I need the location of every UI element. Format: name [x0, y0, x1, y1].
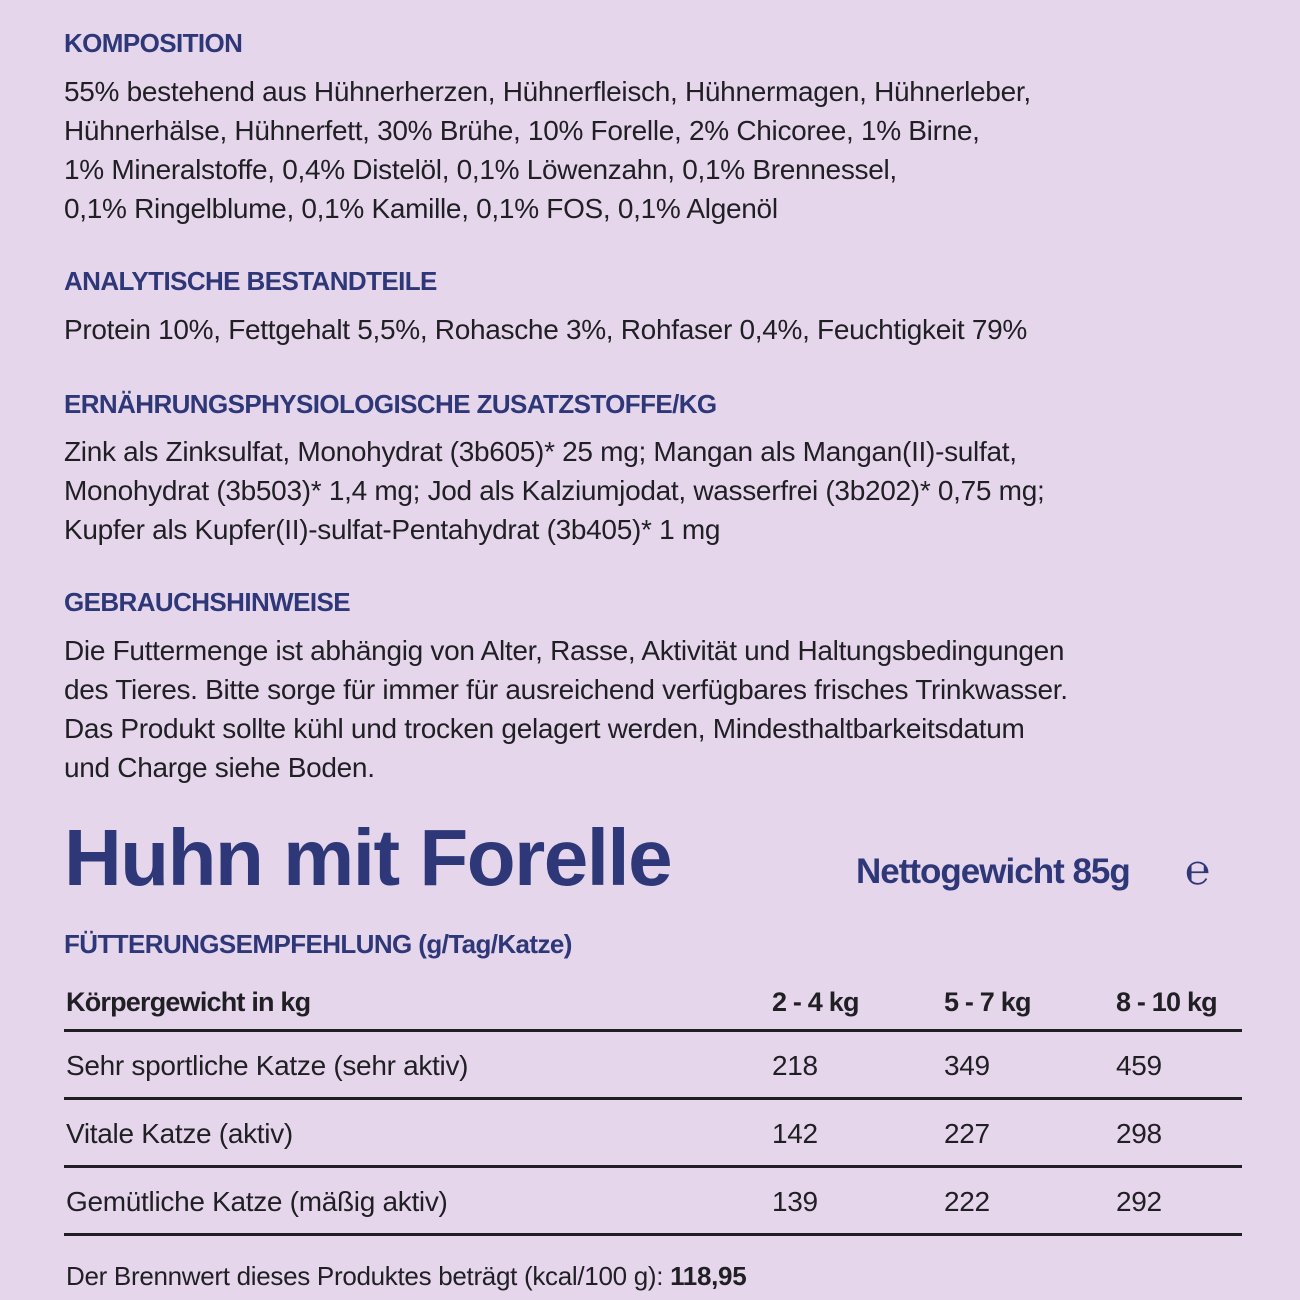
- additives-line: Zink als Zinksulfat, Monohydrat (3b605)* 25 mg; Mangan als Mangan(II)-sulfat,: [64, 436, 1017, 467]
- usage-line: Die Futtermenge ist abhängig von Alter, Rasse, Aktivität und Haltungsbedingungen: [64, 635, 1065, 666]
- energy-value: 118,95: [670, 1261, 747, 1291]
- column-header: Körpergewicht in kg: [66, 987, 311, 1017]
- net-weight: Nettogewicht 85g: [856, 852, 1130, 891]
- energy-label: Der Brennwert dieses Produktes beträgt (kcal/100 g):: [66, 1261, 664, 1291]
- composition-text: [64, 72, 1244, 228]
- additives-line: Kupfer als Kupfer(II)-sulfat-Pentahydrat (3b405)* 1 mg: [64, 514, 721, 545]
- table-cell: 218: [772, 1050, 818, 1081]
- product-title: Huhn mit Forelle: [64, 813, 672, 902]
- analytical-line: Protein 10%, Fettgehalt 5,5%, Rohasche 3%, Rohfaser 0,4%, Feuchtigkeit 79%: [64, 314, 1028, 345]
- row-label: Gemütliche Katze (mäßig aktiv): [66, 1186, 448, 1217]
- composition-line: 55% bestehend aus Hühnerherzen, Hühnerfleisch, Hühnermagen, Hühnerleber,: [64, 76, 1031, 107]
- table-row: [64, 1032, 1242, 1100]
- column-header: 5 - 7 kg: [944, 987, 1031, 1017]
- analytical-heading: ANALYTISCHE BESTANDTEILE: [64, 266, 437, 296]
- column-header: 8 - 10 kg: [1116, 987, 1217, 1017]
- row-label: Sehr sportliche Katze (sehr aktiv): [66, 1050, 469, 1081]
- composition-line: 1% Mineralstoffe, 0,4% Distelöl, 0,1% Löwenzahn, 0,1% Brennessel,: [64, 154, 897, 185]
- composition-heading: KOMPOSITION: [64, 28, 243, 58]
- table-cell: 142: [772, 1118, 818, 1149]
- table-cell: 222: [944, 1186, 990, 1217]
- usage-text: [64, 631, 1244, 787]
- table-cell: 292: [1116, 1186, 1162, 1217]
- table-header-row: [64, 972, 1242, 1032]
- row-label: Vitale Katze (aktiv): [66, 1118, 293, 1149]
- table-cell: 349: [944, 1050, 990, 1081]
- analytical-text: [64, 310, 1244, 349]
- column-header: 2 - 4 kg: [772, 987, 859, 1017]
- feeding-heading: FÜTTERUNGSEMPFEHLUNG (g/Tag/Katze): [64, 929, 572, 959]
- additives-line: Monohydrat (3b503)* 1,4 mg; Jod als Kalziumjodat, wasserfrei (3b202)* 0,75 mg;: [64, 475, 1045, 506]
- usage-line: Das Produkt sollte kühl und trocken gelagert werden, Mindesthaltbarkeitsdatum: [64, 713, 1025, 744]
- additives-heading: ERNÄHRUNGSPHYSIOLOGISCHE ZUSATZSTOFFE/KG: [64, 389, 717, 419]
- usage-heading: GEBRAUCHSHINWEISE: [64, 587, 350, 617]
- label-page: [64, 0, 1244, 1300]
- feeding-table: [64, 972, 1242, 1236]
- table-cell: 298: [1116, 1118, 1162, 1149]
- usage-line: des Tieres. Bitte sorge für immer für ausreichend verfügbares frisches Trinkwasser.: [64, 674, 1068, 705]
- table-row: [64, 1168, 1242, 1236]
- estimated-sign-icon: ℮: [1185, 845, 1211, 894]
- usage-line: und Charge siehe Boden.: [64, 752, 375, 783]
- table-cell: 227: [944, 1118, 990, 1149]
- additives-text: [64, 432, 1244, 549]
- table-cell: 139: [772, 1186, 818, 1217]
- energy-value-line: [66, 1258, 746, 1294]
- composition-line: 0,1% Ringelblume, 0,1% Kamille, 0,1% FOS, 0,1% Algenöl: [64, 193, 778, 224]
- table-row: [64, 1100, 1242, 1168]
- composition-line: Hühnerhälse, Hühnerfett, 30% Brühe, 10% Forelle, 2% Chicoree, 1% Birne,: [64, 115, 980, 146]
- table-cell: 459: [1116, 1050, 1162, 1081]
